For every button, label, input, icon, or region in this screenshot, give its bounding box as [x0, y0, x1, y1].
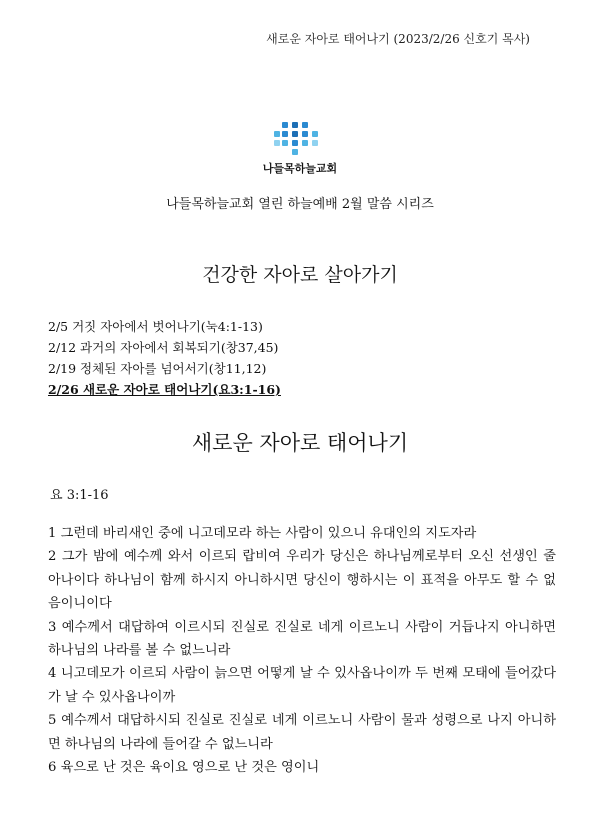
church-logo-mark — [274, 122, 326, 156]
verse-4: 4 니고데모가 이르되 사람이 늙으면 어떻게 날 수 있사옵나이까 두 번째 모태에 들어갔다가 날 수 있사옵나이까 — [48, 666, 556, 705]
schedule-item: 2/19 정체된 자아를 넘어서기(창11,12) — [48, 361, 267, 376]
verse-3: 3 예수께서 대답하여 이르시되 진실로 진실로 네게 이르노니 사람이 거듭나지 아니하면 하나님의 나라를 볼 수 없느니라 — [48, 619, 556, 659]
schedule-item: 2/5 거짓 자아에서 벗어나기(눅4:1-13) — [48, 319, 263, 334]
series-title: 건강한 자아로 살아가기 — [202, 264, 398, 286]
schedule-item: 2/12 과거의 자아에서 회복되기(창37,45) — [48, 340, 279, 355]
scripture-reference: 요 3:1-16 — [50, 488, 109, 503]
verse-2: 2 그가 밤에 예수께 와서 이르되 랍비여 우리가 당신은 하나님께로부터 오신 선생인 줄 아나이다 하나님이 함께 하시지 아니하시면 당신이 행하시는 이 표적을 아무도 할 수 없음이니이다 — [48, 549, 556, 612]
church-logo — [0, 122, 600, 176]
series-line: 나들목하늘교회 열린 하늘예배 2월 말씀 시리즈 — [166, 197, 434, 212]
sermon-schedule — [48, 316, 281, 400]
sermon-title: 새로운 자아로 태어나기 — [191, 431, 409, 455]
page-header: 새로운 자아로 태어나기 (2023/2/26 신호기 목사) — [266, 32, 530, 46]
verse-6: 6 육으로 난 것은 육이요 영으로 난 것은 영이니 — [48, 760, 320, 776]
verse-1: 1 그런데 바리새인 중에 니고데모라 하는 사람이 있으니 유대인의 지도자라 — [48, 526, 477, 541]
verse-5: 5 예수께서 대답하시되 진실로 진실로 네게 이르노니 사람이 물과 성령으로 나지 아니하면 하나님의 나라에 들어갈 수 없느니라 — [48, 713, 556, 752]
schedule-item-current: 2/26 새로운 자아로 태어나기(요3:1-16) — [48, 382, 281, 397]
scripture-verses — [48, 522, 556, 779]
church-logo-name: 나들목하늘교회 — [262, 162, 338, 175]
